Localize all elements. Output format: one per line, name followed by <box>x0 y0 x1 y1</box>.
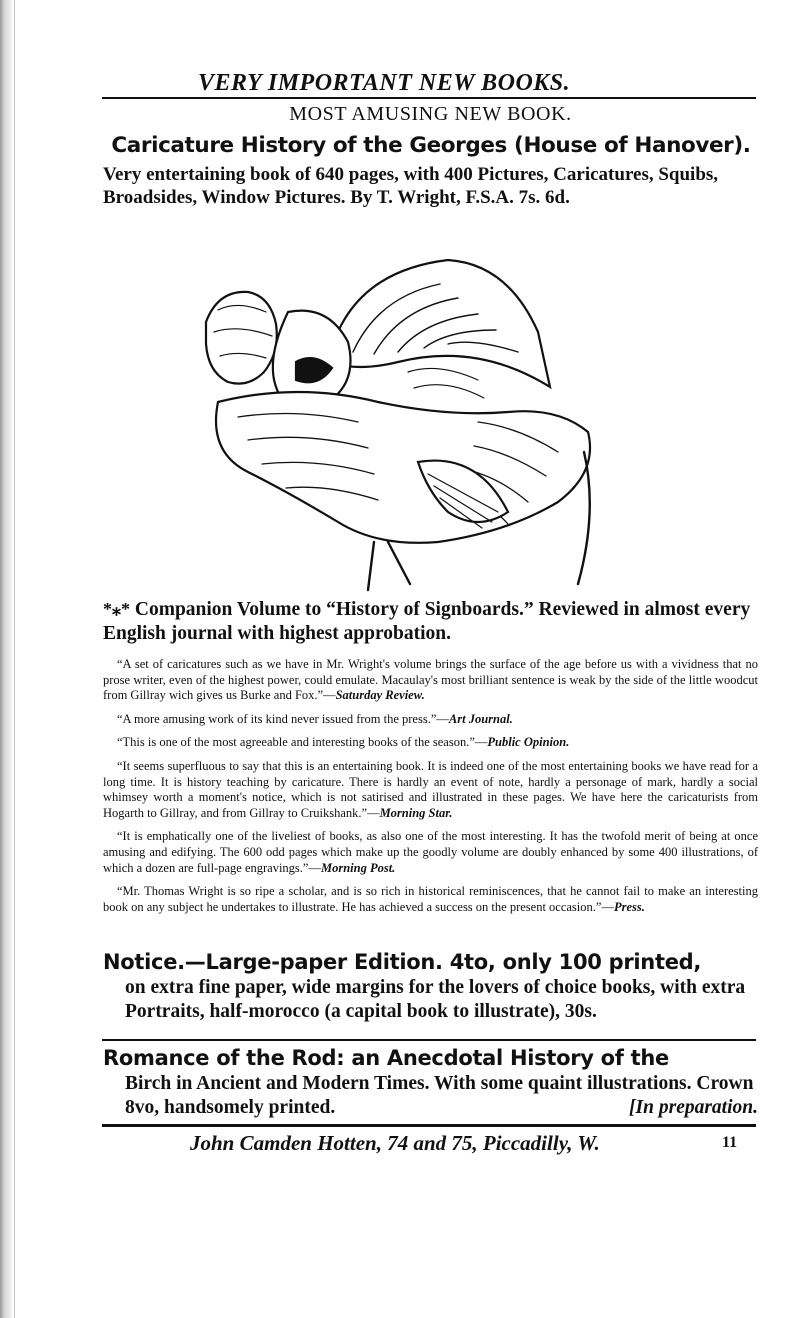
review-quote <box>103 712 758 728</box>
publisher-imprint: John Camden Hotten, 74 and 75, Piccadilly, W. <box>190 1131 600 1155</box>
notice-heading: Notice.—Large-paper Edition. 4to, only 100 printed, <box>103 950 702 974</box>
press-reviews <box>103 657 758 923</box>
review-quote <box>103 884 758 915</box>
book-spine-shadow <box>0 0 12 1318</box>
review-quote <box>103 759 758 821</box>
asterism: *⁎* <box>103 599 130 619</box>
book-title: Caricature History of the Georges (House of Hanover). <box>111 133 751 158</box>
review-quote <box>103 657 758 704</box>
bottom-rule <box>102 1124 756 1127</box>
review-text: “A set of caricatures such as we have in Mr. Wright's volume brings the surface of the age before us with a vividness that no prose writer, even of the highest power, could emulate. Macaulay's most brilliant sentence is weak by the side of the little woodcut from Gillray wich gives us Burke and Fox.”— <box>103 657 758 703</box>
review-source: Morning Star. <box>379 805 453 820</box>
review-quote <box>103 735 758 751</box>
review-source: Morning Post. <box>320 860 396 875</box>
margin-line <box>14 0 15 1318</box>
review-text: “It seems superfluous to say that this is an entertaining book. It is indeed one of the most entertaining books we have read for a long time. It is history teaching by caricature. There is hardly an event of note, hardly a personage of mark, hardly a social whimsey worth a moment's notice, which is not satirised and illustrated in these pages. We have here the caricaturists from Hogarth to Gillray, and from Gillray to Cruikshank.”— <box>103 758 758 820</box>
review-text: “Mr. Thomas Wright is so ripe a scholar, and is so rich in historical reminiscences, that he cannot fail to make an interesting book on any subject he undertakes to illustrate. He has achieved a success on the present occasion.”— <box>103 884 758 914</box>
romance-of-the-rod-ad <box>103 1046 758 1120</box>
review-source: Art Journal. <box>448 711 513 726</box>
kicker-heading: MOST AMUSING NEW BOOK. <box>289 103 572 125</box>
large-paper-notice <box>103 950 758 1024</box>
review-text: “This is one of the most agreeable and interesting books of the season.”— <box>117 735 488 750</box>
review-source: Press. <box>613 899 645 914</box>
middle-rule <box>102 1039 756 1041</box>
review-source: Public Opinion. <box>487 735 570 750</box>
review-quote <box>103 829 758 876</box>
running-head: VERY IMPORTANT NEW BOOKS. <box>198 70 571 96</box>
companion-text: Companion Volume to “History of Signboards.” Reviewed in almost every English journal with highest approbation. <box>103 599 751 644</box>
publication-status: [In preparation. <box>629 1097 758 1118</box>
romance-description: Birch in Ancient and Modern Times. With some quaint illustrations. Crown 8vo, handsomely printed. <box>125 1073 754 1118</box>
top-rule <box>102 97 756 99</box>
notice-body: on extra fine paper, wide margins for the lovers of choice books, with extra Portraits, half-morocco (a capital book to illustrate), 30s. <box>125 977 746 1022</box>
companion-notice <box>103 597 758 646</box>
caricature-illustration <box>178 212 618 592</box>
book-description: Very entertaining book of 640 pages, with 400 Pictures, Caricatures, Squibs, Broadsides, Window Pictures. By T. Wright, F.S.A. 7s. 6d. <box>103 164 719 208</box>
page-number: 11 <box>722 1134 738 1151</box>
romance-body <box>103 1072 758 1120</box>
review-source: Saturday Review. <box>335 688 425 703</box>
review-text: “It is emphatically one of the liveliest of books, as also one of the most interesting. It has the twofold merit of being at once amusing and edifying. The 600 odd pages which make up the goodly volume are doubly enhanced by some 400 illustrations, of which a dozen are full-page engravings.”— <box>103 829 758 875</box>
romance-heading: Romance of the Rod: an Anecdotal History of the <box>103 1046 669 1070</box>
review-text: “A more amusing work of its kind never issued from the press.”— <box>117 711 449 726</box>
